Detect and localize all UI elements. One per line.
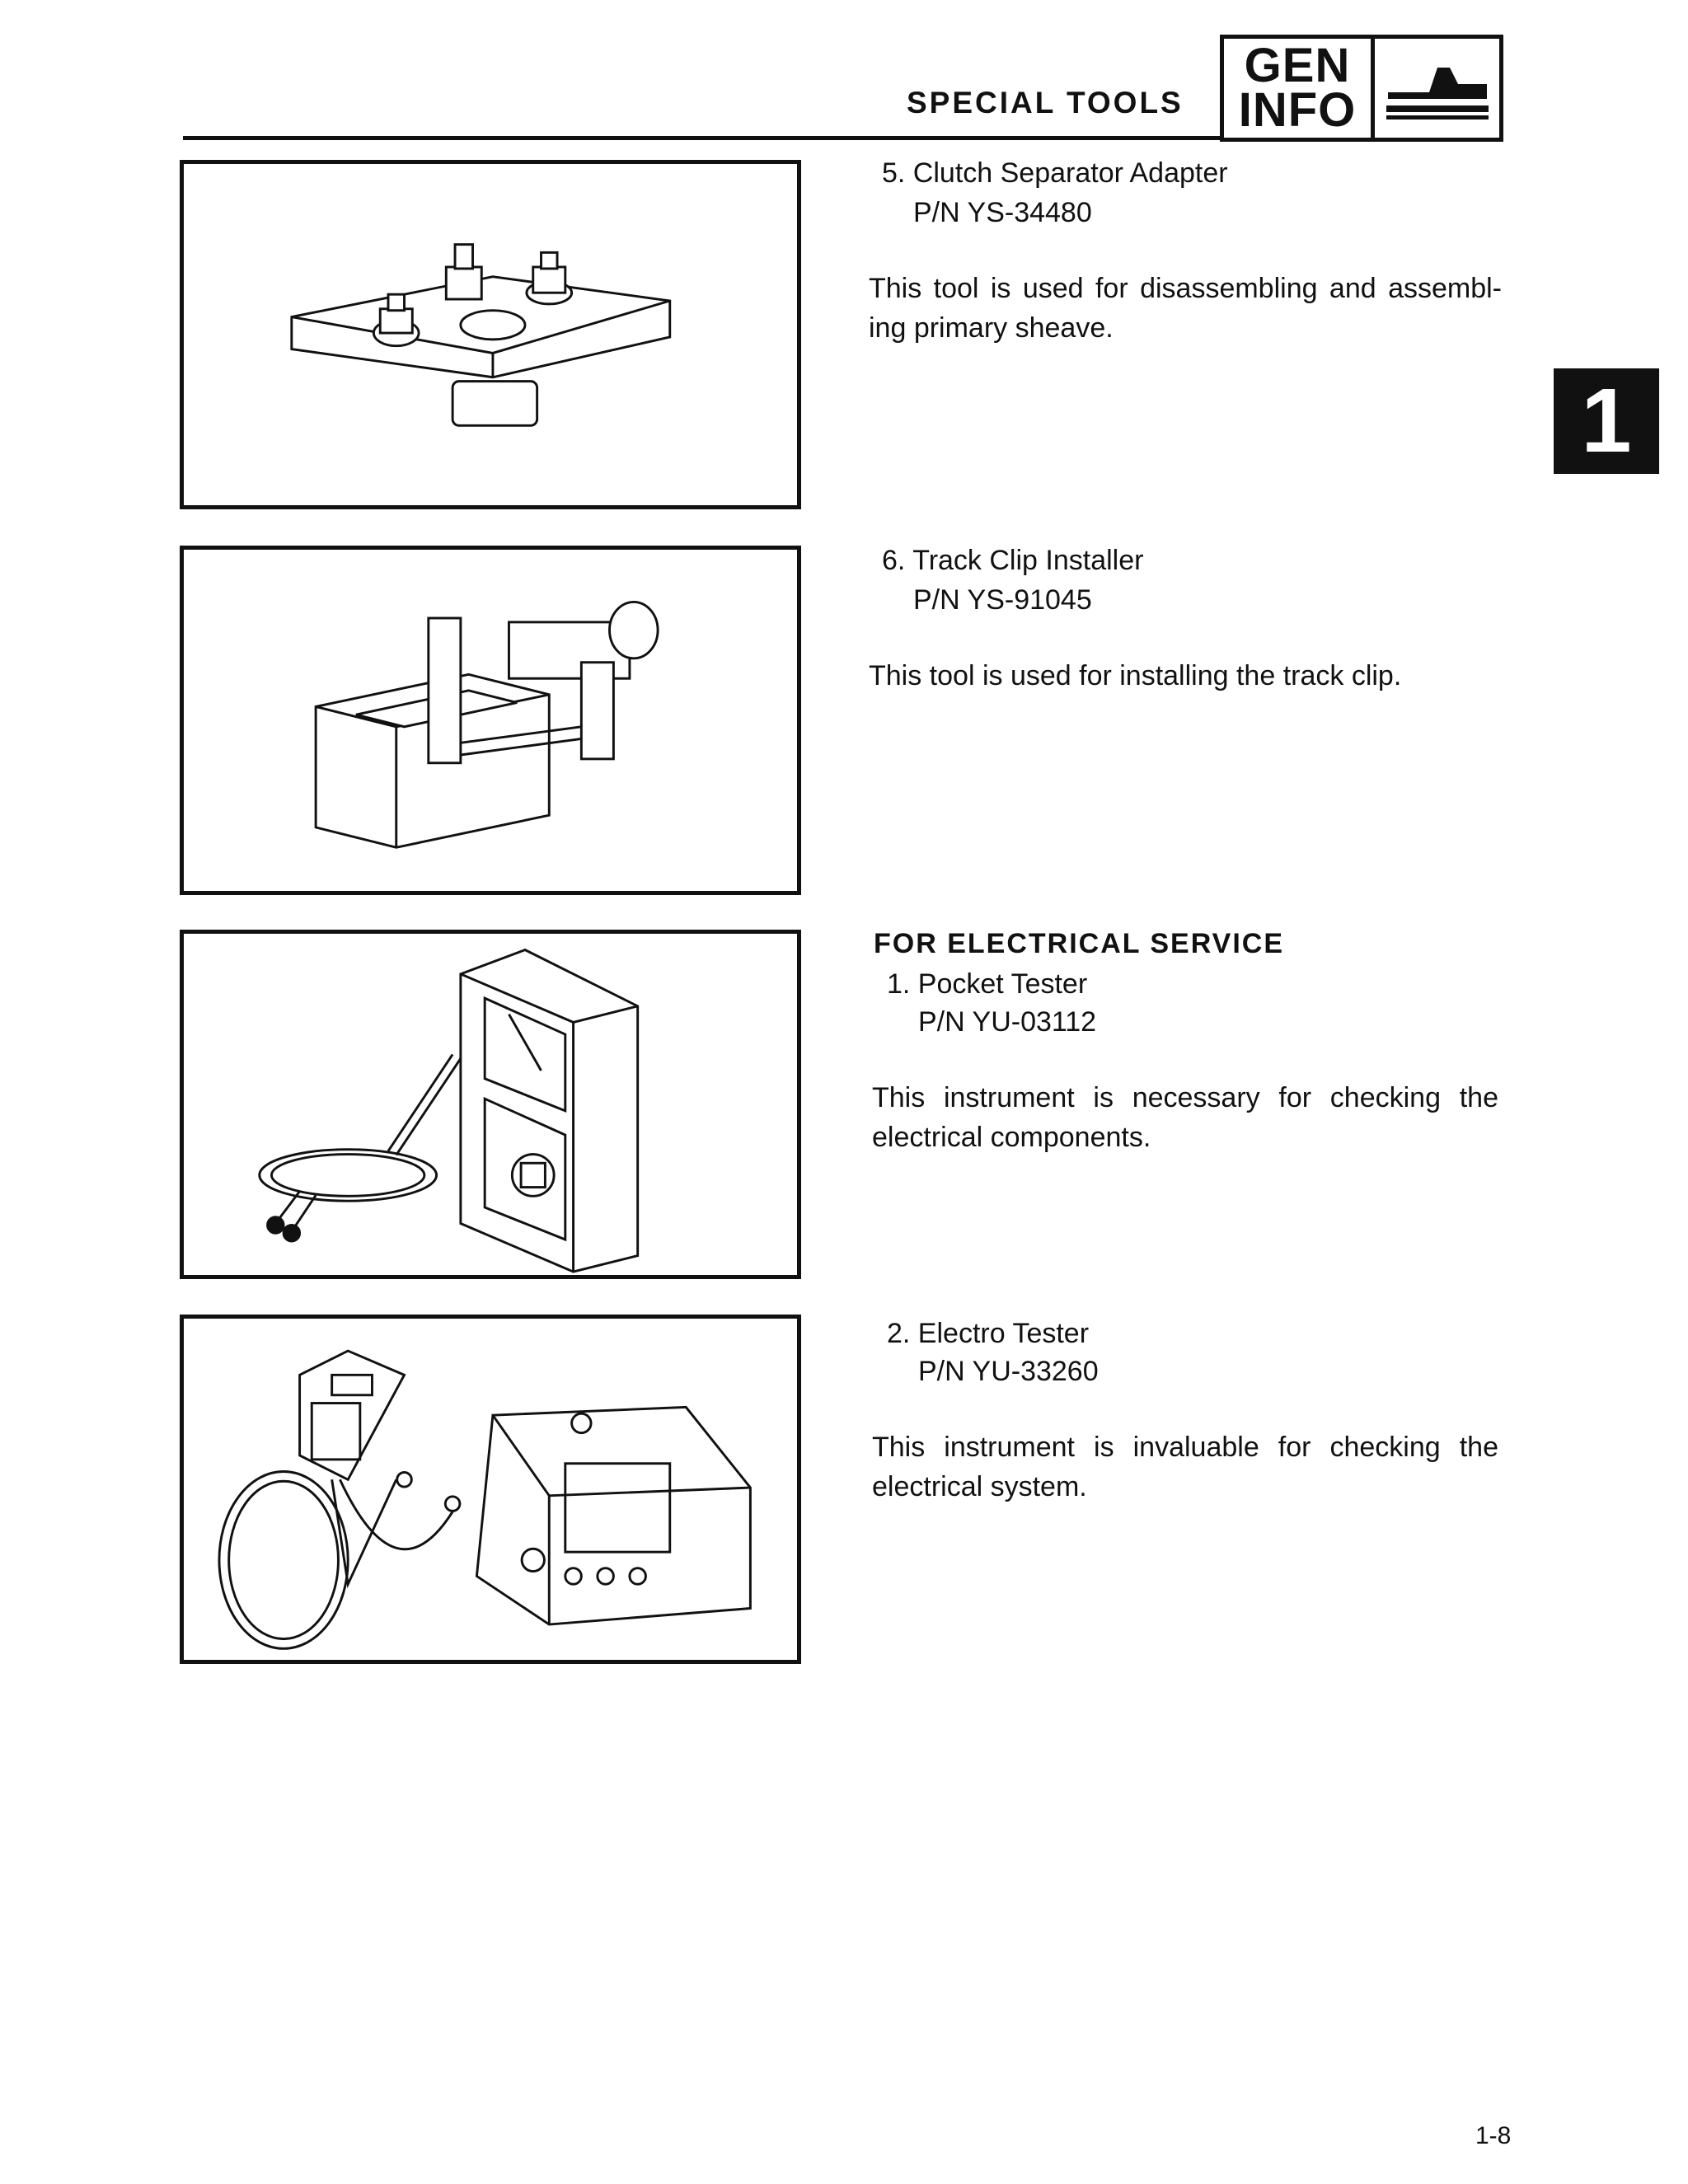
part-number: P/N YS-34480 bbox=[913, 197, 1092, 228]
figure-pocket-tester bbox=[180, 930, 801, 1279]
chapter-tab: 1 bbox=[1554, 368, 1659, 474]
figure-electro-tester bbox=[180, 1315, 801, 1664]
section-heading: FOR ELECTRICAL SERVICE bbox=[874, 928, 1285, 959]
item-description: This instrument is necessary for checking the electrical components. bbox=[872, 1082, 1498, 1153]
page-number: 1-8 bbox=[1475, 2122, 1512, 2149]
item-title: 5. Clutch Separator Adapter bbox=[882, 157, 1228, 189]
section-badge bbox=[1220, 35, 1503, 142]
item-title: 2. Electro Tester bbox=[887, 1318, 1090, 1349]
badge-line-1: GEN bbox=[1244, 39, 1351, 92]
part-number: P/N YU-03112 bbox=[918, 1006, 1097, 1038]
item-title: 1. Pocket Tester bbox=[887, 968, 1088, 1000]
item-description: This instrument is invaluable for checking the electrical system. bbox=[872, 1432, 1498, 1502]
figure-clutch-separator-adapter bbox=[180, 160, 801, 509]
part-number: P/N YU-33260 bbox=[918, 1356, 1099, 1387]
snowmobile-icon bbox=[1375, 39, 1499, 138]
badge-text bbox=[1224, 39, 1375, 138]
badge-line-2: INFO bbox=[1238, 83, 1357, 137]
item-title: 6. Track Clip Installer bbox=[882, 545, 1144, 576]
item-description: This tool is used for disassembling and assembl-ing primary sheave. bbox=[869, 273, 1502, 344]
header-rule bbox=[183, 136, 1221, 140]
page-title: SPECIAL TOOLS bbox=[907, 86, 1184, 120]
item-description: This tool is used for installing the track clip. bbox=[869, 660, 1402, 691]
part-number: P/N YS-91045 bbox=[913, 584, 1092, 616]
figure-track-clip-installer bbox=[180, 546, 801, 895]
